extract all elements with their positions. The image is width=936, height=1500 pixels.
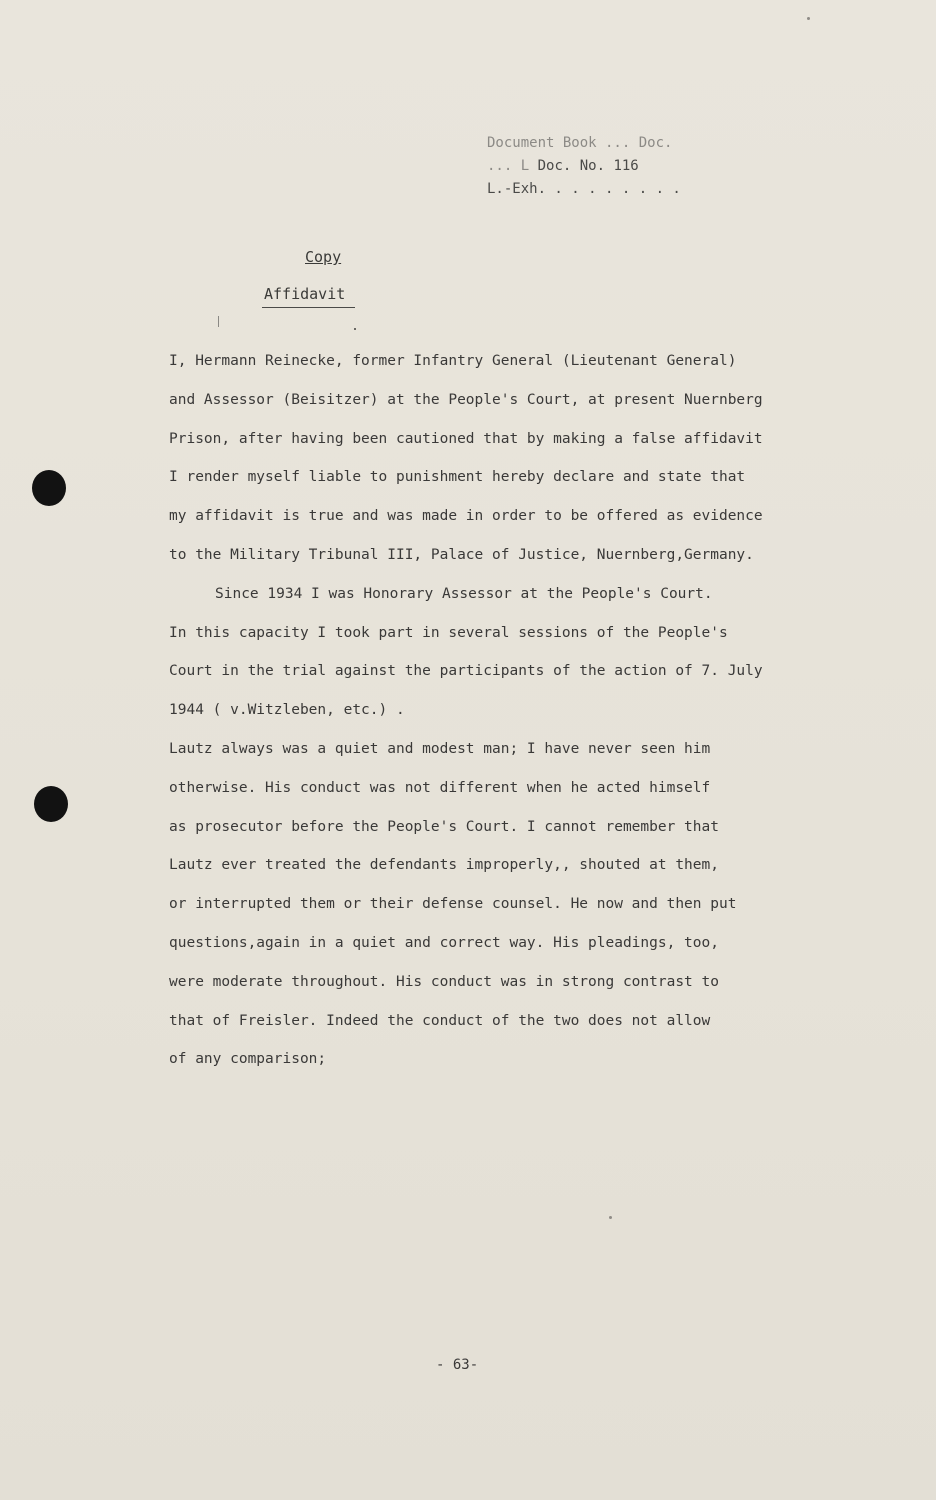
punch-hole-upper — [32, 470, 66, 506]
affidavit-underline — [262, 307, 355, 308]
document-header — [487, 132, 681, 201]
header-doc-number: Doc. No. 116 — [537, 158, 639, 174]
body-line: that of Freisler. Indeed the conduct of the two does not allow — [169, 1012, 711, 1029]
header-line-2-prefix: ... L — [487, 158, 530, 174]
header-line-2 — [487, 155, 681, 178]
body-line: Lautz ever treated the defendants improperly,, shouted at them, — [169, 857, 719, 874]
body-line: of any comparison; — [169, 1051, 327, 1068]
page-number: - 63- — [436, 1357, 479, 1373]
body-line: In this capacity I took part in several sessions of the People's — [169, 624, 728, 641]
body-line: questions,again in a quiet and correct way. His pleadings, too, — [169, 934, 719, 951]
paper-speck — [807, 17, 810, 20]
header-exhibit-line: L.-Exh. . . . . . . . . — [487, 181, 681, 197]
body-line: my affidavit is true and was made in order to be offered as evidence — [169, 508, 763, 525]
affidavit-body — [169, 342, 829, 1079]
punch-hole-lower — [34, 786, 68, 822]
body-line: Lautz always was a quiet and modest man; I have never seen him — [169, 740, 711, 757]
body-line: and Assessor (Beisitzer) at the People's Court, at present Nuernberg — [169, 391, 763, 408]
affidavit-title: Affidavit — [264, 285, 346, 303]
body-line: Court in the trial against the participants of the action of 7. July — [169, 663, 763, 680]
body-line: otherwise. His conduct was not different when he acted himself — [169, 779, 711, 796]
body-line: to the Military Tribunal III, Palace of Justice, Nuernberg,Germany. — [169, 546, 754, 563]
body-line: I render myself liable to punishment hereby declare and state that — [169, 469, 746, 486]
body-line: 1944 ( v.Witzleben, etc.) . — [169, 702, 405, 719]
stray-dot — [354, 328, 356, 330]
margin-tick-mark — [218, 316, 219, 327]
body-line: or interrupted them or their defense counsel. He now and then put — [169, 896, 737, 913]
body-line: Since 1934 I was Honorary Assessor at the People's Court. — [215, 585, 713, 602]
copy-title: Copy — [305, 248, 342, 266]
body-line: were moderate throughout. His conduct was in strong contrast to — [169, 973, 719, 990]
paper-speck — [609, 1216, 612, 1219]
body-line: I, Hermann Reinecke, former Infantry General (Lieutenant General) — [169, 353, 737, 369]
body-line: as prosecutor before the People's Court. I cannot remember that — [169, 818, 719, 835]
header-line-1: Document Book ... Doc. — [487, 135, 673, 151]
body-line: Prison, after having been cautioned that by making a false affidavit — [169, 430, 763, 447]
